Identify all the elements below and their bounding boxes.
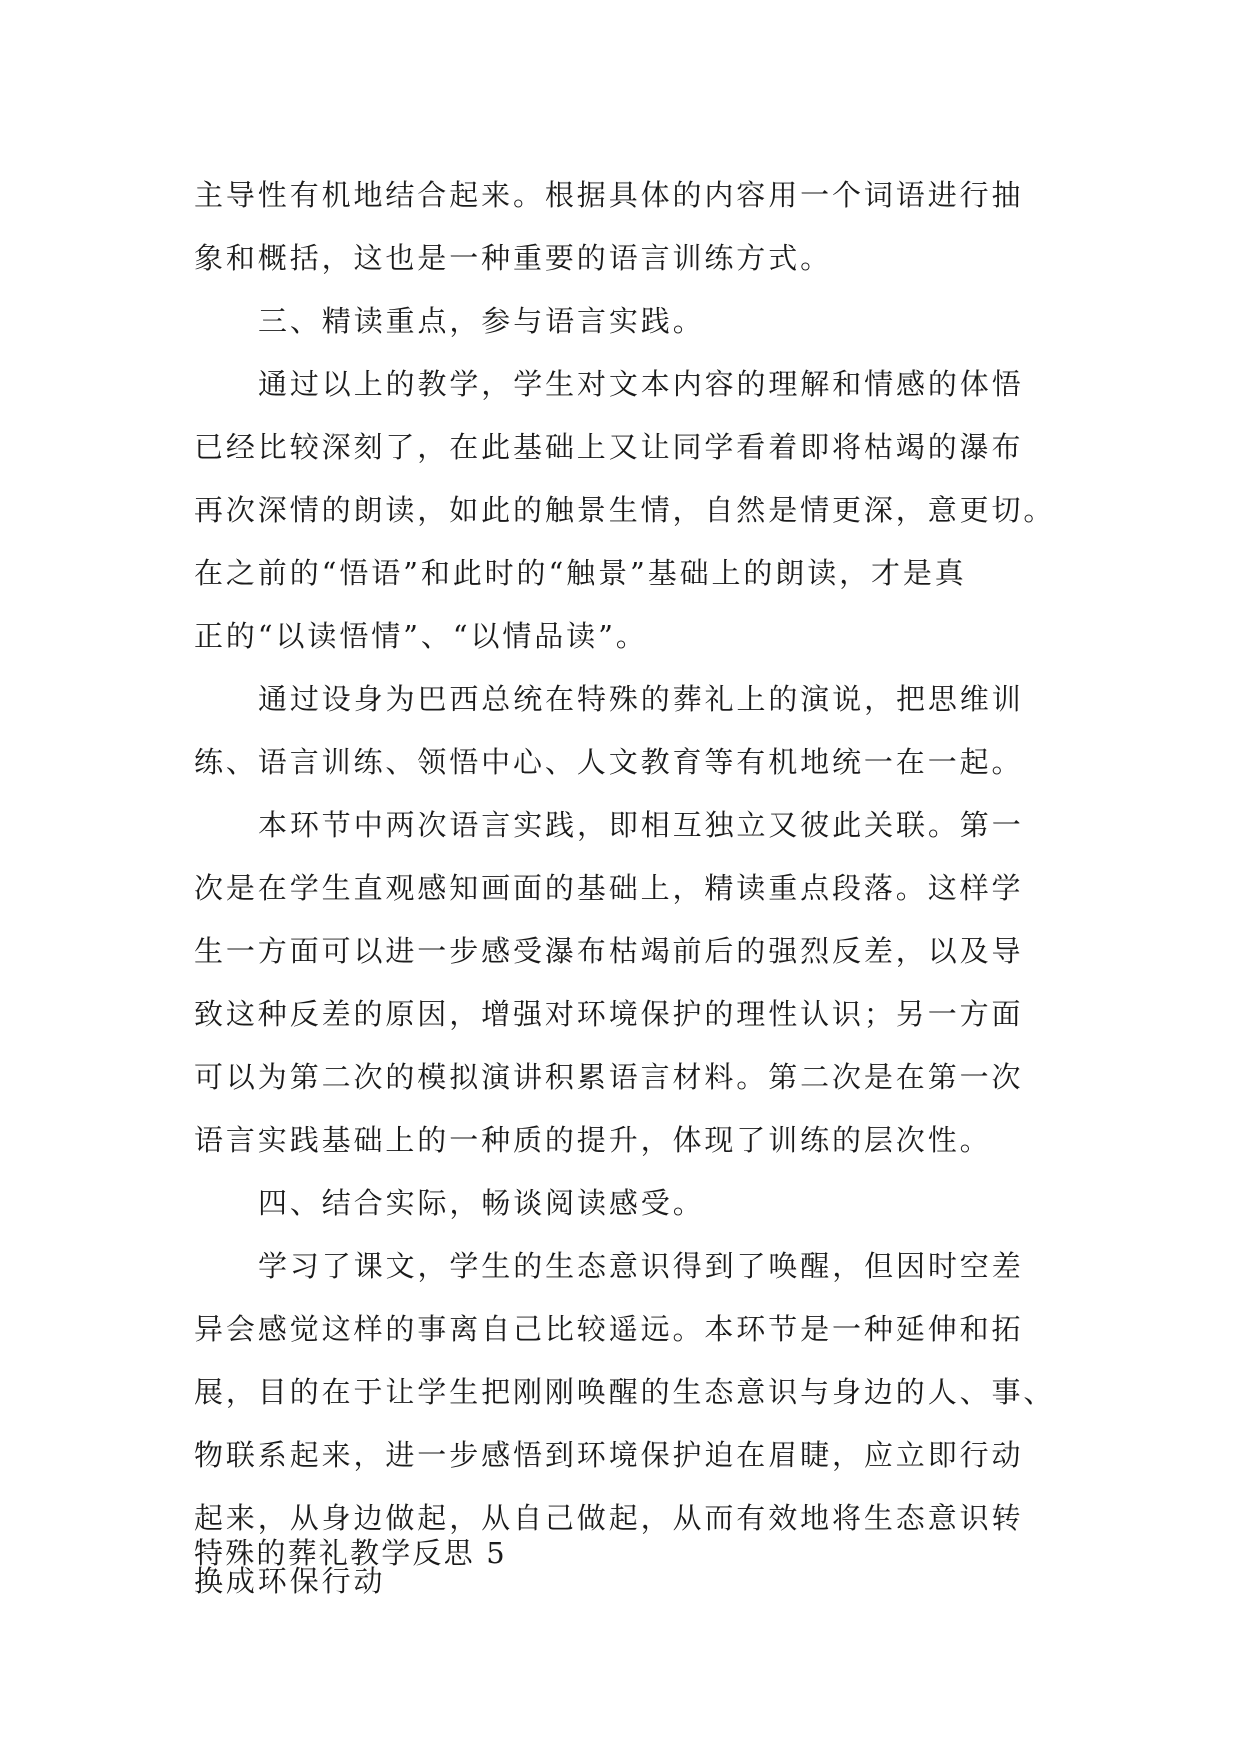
section-heading: 三、精读重点，参与语言实践。 — [258, 304, 705, 338]
text-line: 致这种反差的原因，增强对环境保护的理性认识；另一方面 — [194, 997, 1024, 1031]
section-heading: 四、结合实际，畅谈阅读感受。 — [258, 1186, 705, 1220]
text-line: 生一方面可以进一步感受瀑布枯竭前后的强烈反差，以及导 — [194, 934, 1024, 968]
text-line: 正的“以读悟情”、“以情品读”。 — [194, 619, 648, 653]
text-line: 主导性有机地结合起来。根据具体的内容用一个词语进行抽 — [194, 178, 1024, 212]
text-line: 异会感觉这样的事离自己比较遥远。本环节是一种延伸和拓 — [194, 1312, 1024, 1346]
paragraph-start: 学习了课文，学生的生态意识得到了唤醒，但因时空差 — [258, 1249, 1024, 1283]
text-line: 再次深情的朗读，如此的触景生情，自然是情更深，意更切。 — [194, 493, 1056, 527]
text-line: 练、语言训练、领悟中心、人文教育等有机地统一在一起。 — [194, 745, 1024, 779]
text-line: 起来，从身边做起，从自己做起，从而有效地将生态意识转 — [194, 1501, 1024, 1535]
text-line: 已经比较深刻了，在此基础上又让同学看着即将枯竭的瀑布 — [194, 430, 1024, 464]
paragraph-start: 本环节中两次语言实践，即相互独立又彼此关联。第一 — [258, 808, 1024, 842]
text-line: 象和概括，这也是一种重要的语言训练方式。 — [194, 241, 833, 275]
paragraph-start: 通过以上的教学，学生对文本内容的理解和情感的体悟 — [258, 367, 1024, 401]
text-line: 在之前的“悟语”和此时的“触景”基础上的朗读，才是真 — [194, 556, 967, 590]
text-line: 展，目的在于让学生把刚刚唤醒的生态意识与身边的人、事、 — [194, 1375, 1056, 1409]
text-line: 物联系起来，进一步感悟到环境保护迫在眉睫，应立即行动 — [194, 1438, 1024, 1472]
body-text — [194, 164, 1074, 1613]
text-line: 次是在学生直观感知画面的基础上，精读重点段落。这样学 — [194, 871, 1024, 905]
paragraph-start: 通过设身为巴西总统在特殊的葬礼上的演说，把思维训 — [258, 682, 1024, 716]
text-line: 语言实践基础上的一种质的提升，体现了训练的层次性。 — [194, 1123, 992, 1157]
next-article-title: 特殊的葬礼教学反思 5 — [194, 1536, 507, 1570]
text-line: 可以为第二次的模拟演讲积累语言材料。第二次是在第一次 — [194, 1060, 1024, 1094]
text-line: 换成环保行动 — [194, 1564, 386, 1598]
